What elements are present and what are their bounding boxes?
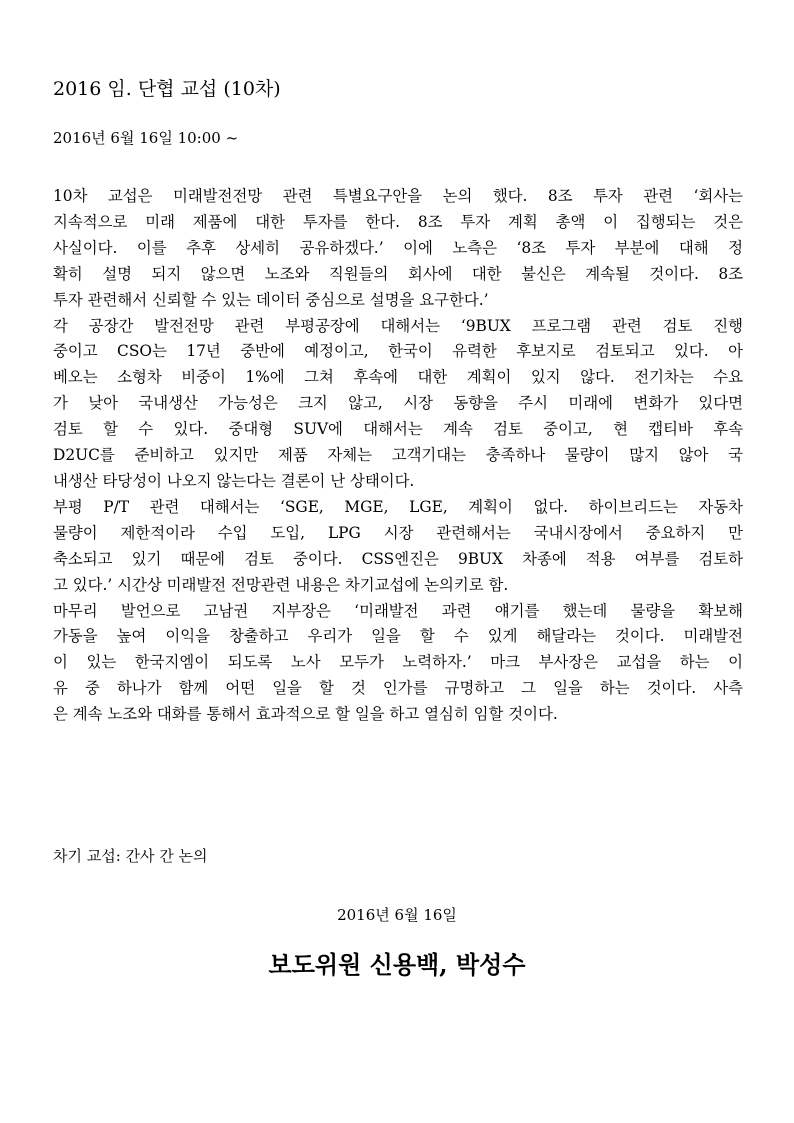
footer-date: 2016년 6월 16일 (337, 906, 457, 924)
next-meeting-note: 차기 교섭: 간사 간 논의 (53, 847, 208, 865)
body-line: 중이고 CSO는 17년 중반에 예정이고, 한국이 유력한 후보지로 검토되고 있다. 아 (53, 342, 743, 361)
body-line: 고 있다.’ 시간상 미래발전 전망관련 내용은 차기교섭에 논의키로 함. (53, 575, 509, 594)
body-line: 사실이다. 이를 추후 상세히 공유하겠다.’ 이에 노측은 ‘8조 투자 부분에 대해 정 (53, 238, 743, 257)
meeting-datetime: 2016년 6월 16일 10:00 ~ (53, 129, 239, 147)
body-line: 마무리 발언으로 고남권 지부장은 ‘미래발전 과련 얘기를 했는데 물량을 확보해 (53, 601, 743, 620)
body-line: 검토 할 수 있다. 중대형 SUV에 대해서는 계속 검토 중이고, 현 캡티바 후속 (53, 420, 743, 439)
document-title: 2016 임. 단협 교섭 (10차) (53, 78, 281, 100)
body-line: 가 낮아 국내생산 가능성은 크지 않고, 시장 동향을 주시 미래에 변화가 있다면 (53, 394, 743, 413)
body-line: 투자 관련해서 신뢰할 수 있는 데이터 중심으로 설명을 요구한다.’ (53, 290, 489, 309)
body-line: 물량이 제한적이라 수입 도입, LPG 시장 관련해서는 국내시장에서 중요하지 만 (53, 523, 743, 542)
body-line: D2UC를 준비하고 있지만 제품 자체는 고객기대는 충족하나 물량이 많지 않아 국 (53, 446, 743, 465)
body-line: 확히 설명 되지 않으면 노조와 직원들의 회사에 대한 불신은 계속될 것이다. 8조 (53, 264, 743, 283)
body-line: 부평 P/T 관련 대해서는 ‘SGE, MGE, LGE, 계획이 없다. 하이브리드는 자동차 (53, 497, 743, 516)
body-line: 지속적으로 미래 제품에 대한 투자를 한다. 8조 투자 계획 총액 이 집행되는 것은 (53, 212, 743, 231)
body-line: 가동을 높여 이익을 창출하고 우리가 일을 할 수 있게 해달라는 것이다. 미래발전 (53, 627, 743, 646)
body-line: 은 계속 노조와 대화를 통해서 효과적으로 할 일을 하고 열심히 임할 것이다. (53, 705, 558, 724)
body-line: 10차 교섭은 미래발전전망 관련 특별요구안을 논의 했다. 8조 투자 관련 ‘회사는 (53, 187, 743, 205)
reporters-signature: 보도위원 신용백, 박성수 (268, 950, 526, 979)
body-line: 이 있는 한국지엠이 되도록 노사 모두가 노력하자.’ 마크 부사장은 교섭을 하는 이 (53, 653, 743, 672)
body-line: 각 공장간 발전전망 관련 부평공장에 대해서는 ‘9BUX 프로그램 관련 검토 진행 (53, 316, 743, 335)
body-line: 유 중 하나가 함께 어떤 일을 할 것 인가를 규명하고 그 일을 하는 것이다. 사측 (53, 679, 743, 698)
body-text (53, 184, 743, 728)
body-line: 베오는 소형차 비중이 1%에 그쳐 후속에 대한 계획이 있지 않다. 전기차는 수요 (53, 368, 743, 387)
body-line: 축소되고 있기 때문에 검토 중이다. CSS엔진은 9BUX 차종에 적용 여부를 검토하 (53, 549, 743, 568)
body-line: 내생산 타당성이 나오지 않는다는 결론이 난 상태이다. (53, 471, 415, 490)
